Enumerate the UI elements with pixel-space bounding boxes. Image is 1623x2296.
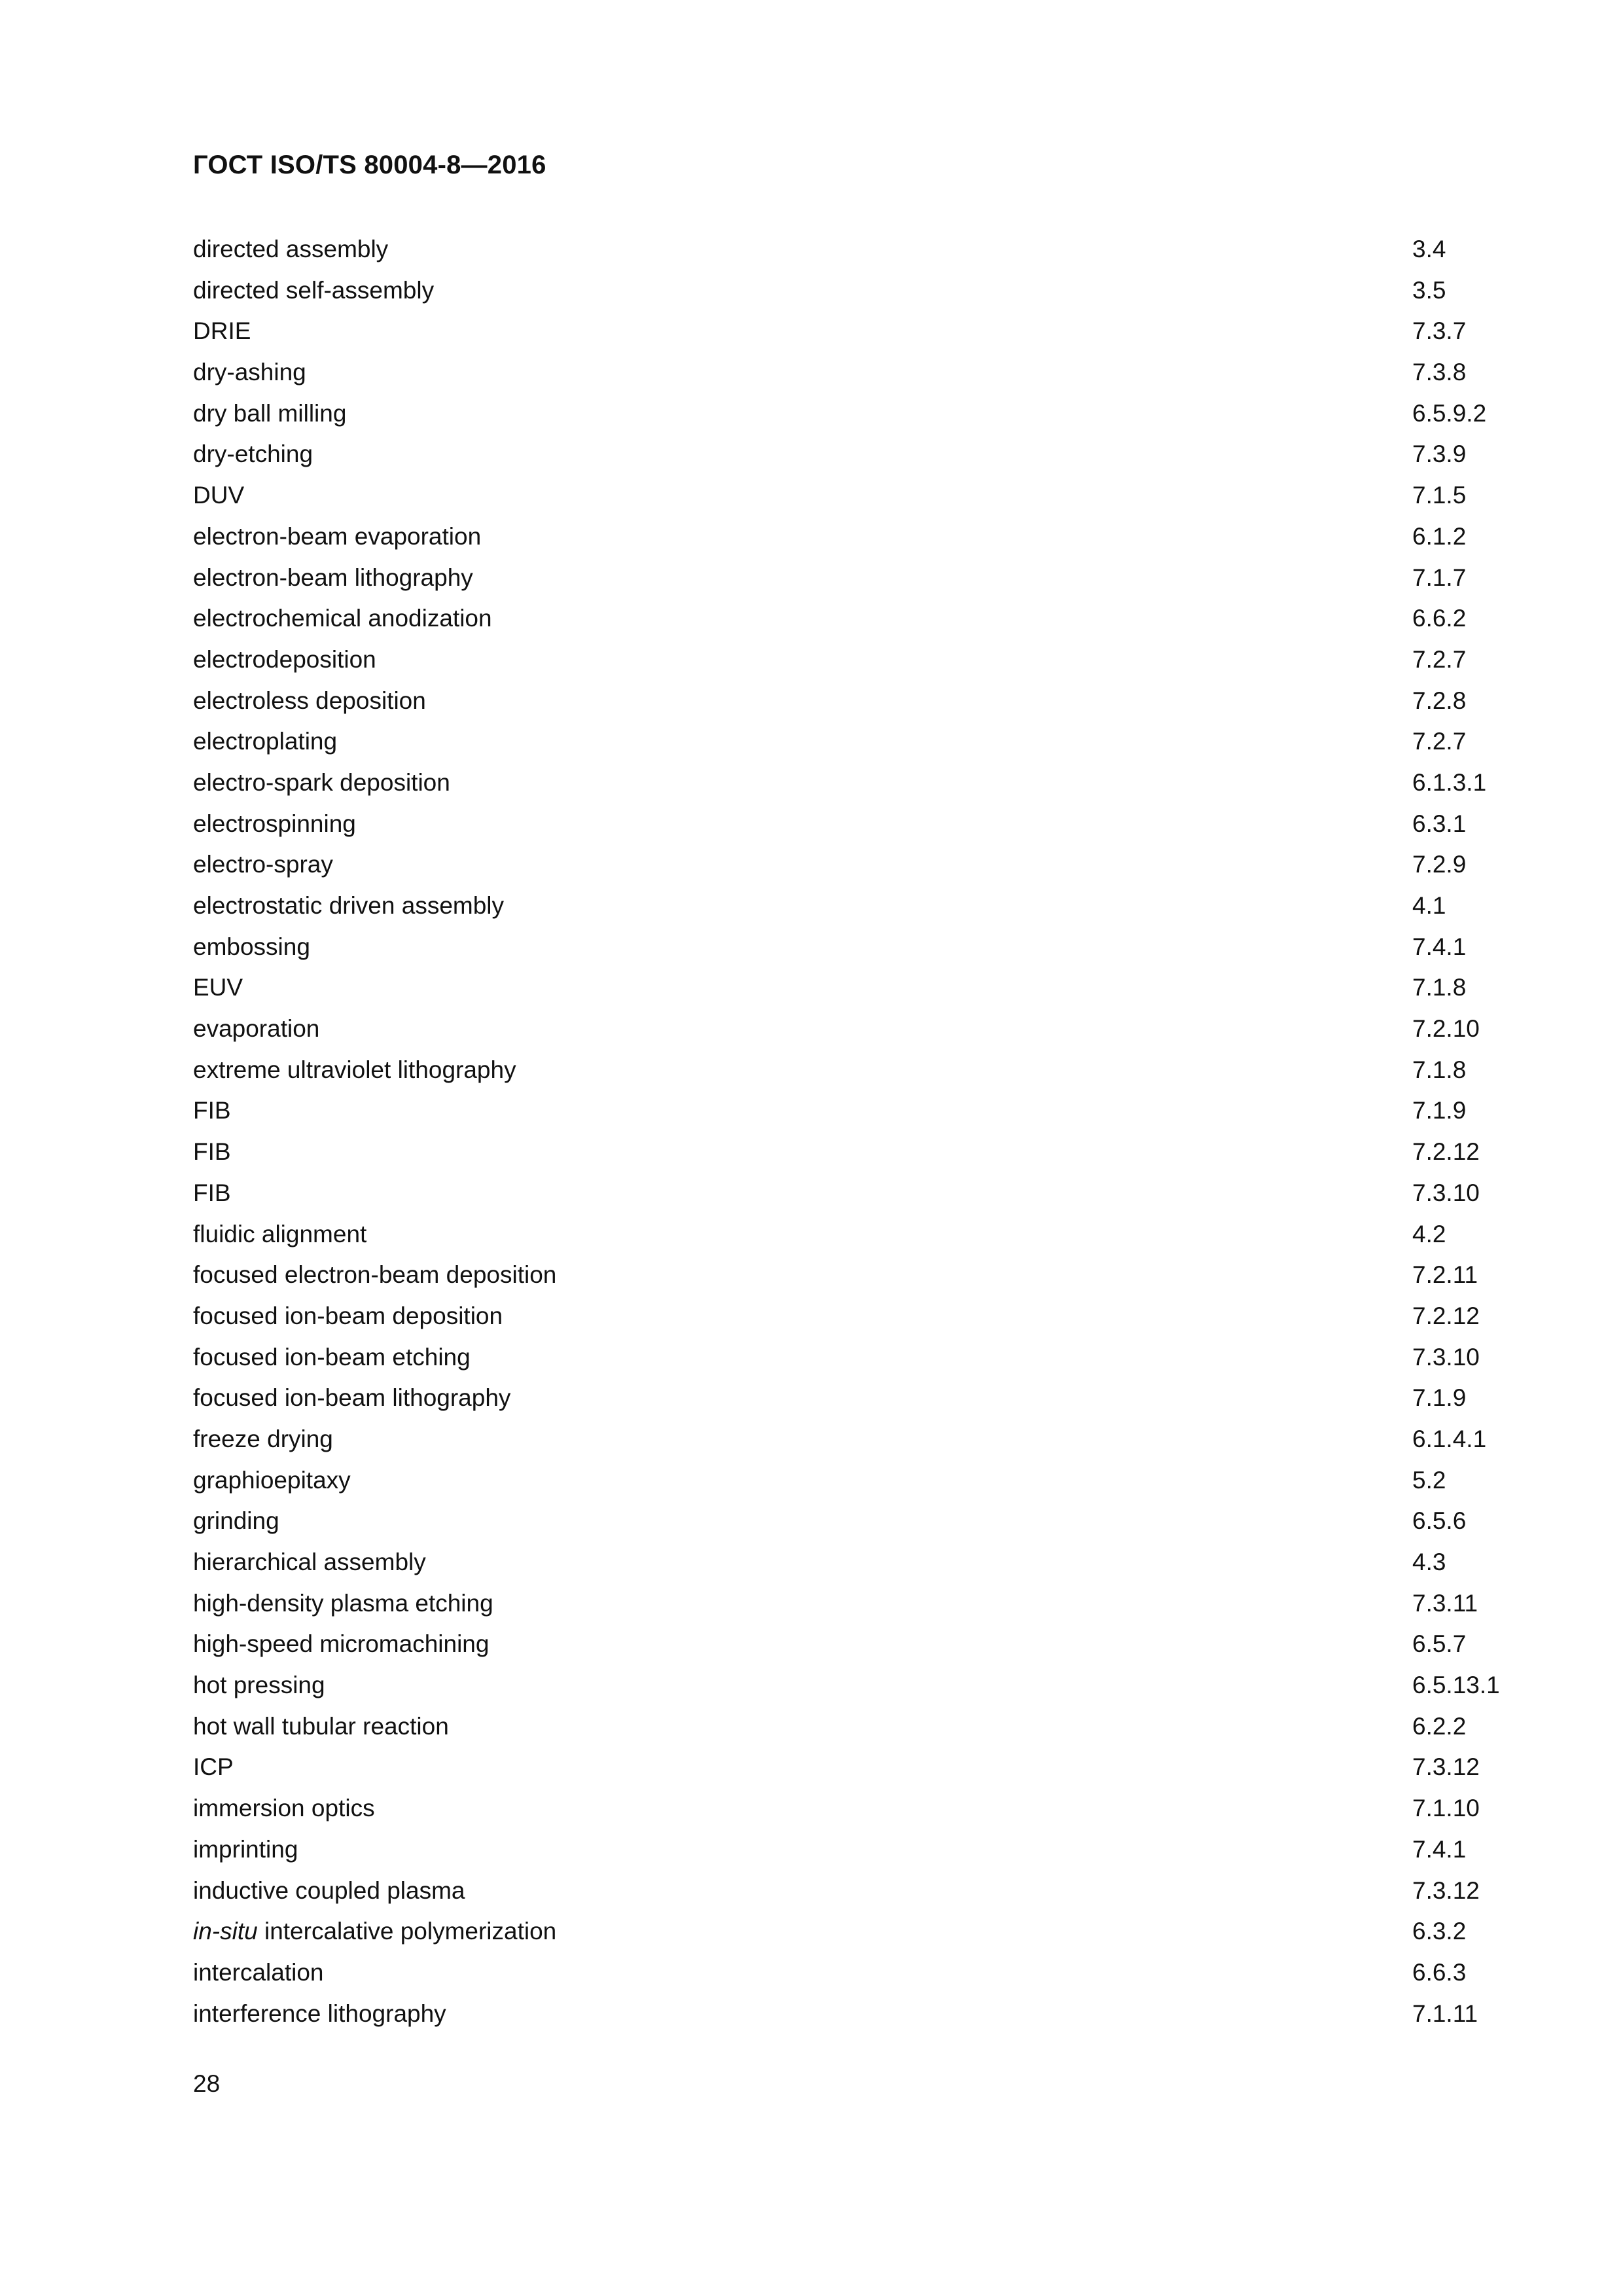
page-number: 28 bbox=[193, 2070, 221, 2097]
index-term: interference lithography bbox=[193, 2000, 446, 2027]
index-reference: 6.5.7 bbox=[1412, 1630, 1467, 1658]
index-term: embossing bbox=[193, 933, 310, 960]
index-entry bbox=[193, 1665, 1502, 1706]
index-entry bbox=[193, 352, 1502, 393]
index-reference: 6.5.9.2 bbox=[1412, 399, 1487, 427]
index-term: immersion optics bbox=[193, 1795, 375, 1822]
index-term: EUV bbox=[193, 974, 243, 1001]
index-reference: 7.3.11 bbox=[1412, 1589, 1478, 1617]
index-entry bbox=[193, 762, 1502, 804]
index-entry bbox=[193, 1132, 1502, 1173]
index-entry bbox=[193, 1624, 1502, 1665]
index-entry bbox=[193, 967, 1502, 1009]
index-entry bbox=[193, 434, 1502, 475]
index-reference: 6.1.3.1 bbox=[1412, 768, 1487, 796]
index-reference: 7.3.10 bbox=[1412, 1179, 1480, 1206]
index-entry bbox=[193, 1952, 1502, 1994]
index-term: fluidic alignment bbox=[193, 1220, 367, 1247]
index-reference: 7.1.9 bbox=[1412, 1097, 1467, 1124]
index-reference: 6.3.2 bbox=[1412, 1918, 1467, 1945]
index-entry bbox=[193, 393, 1502, 435]
index-term: dry ball milling bbox=[193, 399, 347, 427]
index-reference: 7.2.12 bbox=[1412, 1138, 1480, 1166]
index-term: intercalation bbox=[193, 1958, 324, 1986]
index-reference: 7.1.11 bbox=[1412, 2000, 1478, 2027]
index-entry bbox=[193, 639, 1502, 681]
index-entry bbox=[193, 1501, 1502, 1542]
index-term: grinding bbox=[193, 1507, 279, 1535]
alphabetical-index bbox=[193, 229, 1502, 2034]
index-entry bbox=[193, 1090, 1502, 1132]
index-entry bbox=[193, 886, 1502, 927]
index-reference: 4.2 bbox=[1412, 1220, 1446, 1247]
index-term: imprinting bbox=[193, 1835, 298, 1863]
index-reference: 7.3.7 bbox=[1412, 317, 1467, 345]
index-reference: 7.2.9 bbox=[1412, 851, 1467, 878]
index-entry bbox=[193, 1871, 1502, 1912]
index-term bbox=[193, 1911, 556, 1952]
index-term: focused ion-beam deposition bbox=[193, 1302, 503, 1329]
index-entry bbox=[193, 721, 1502, 762]
index-entry bbox=[193, 1788, 1502, 1829]
index-term: focused electron-beam deposition bbox=[193, 1261, 557, 1289]
index-term: graphioepitaxy bbox=[193, 1466, 351, 1494]
index-reference: 6.1.2 bbox=[1412, 522, 1467, 550]
index-entry bbox=[193, 1829, 1502, 1871]
index-term: evaporation bbox=[193, 1015, 320, 1043]
index-entry bbox=[193, 1378, 1502, 1419]
index-term: extreme ultraviolet lithography bbox=[193, 1056, 516, 1083]
index-reference: 7.1.9 bbox=[1412, 1384, 1467, 1412]
index-term: DUV bbox=[193, 482, 245, 509]
index-reference: 7.3.8 bbox=[1412, 359, 1467, 386]
index-term: FIB bbox=[193, 1097, 231, 1124]
index-term-text: intercalative polymerization bbox=[257, 1918, 557, 1945]
index-entry bbox=[193, 1173, 1502, 1214]
index-entry bbox=[193, 804, 1502, 845]
index-term: hot pressing bbox=[193, 1672, 325, 1699]
index-term: electro-spark deposition bbox=[193, 768, 450, 796]
index-term: electroplating bbox=[193, 728, 338, 755]
index-reference: 5.2 bbox=[1412, 1466, 1446, 1494]
index-term: directed assembly bbox=[193, 236, 389, 262]
index-term: inductive coupled plasma bbox=[193, 1876, 465, 1904]
index-entry bbox=[193, 1706, 1502, 1748]
index-reference: 6.3.1 bbox=[1412, 810, 1467, 837]
index-reference: 6.2.2 bbox=[1412, 1712, 1467, 1740]
index-reference: 7.1.7 bbox=[1412, 564, 1467, 591]
index-reference: 7.3.12 bbox=[1412, 1876, 1480, 1904]
index-entry bbox=[193, 1214, 1502, 1255]
index-reference: 7.2.8 bbox=[1412, 687, 1467, 714]
index-entry bbox=[193, 270, 1502, 312]
index-term: ICP bbox=[193, 1753, 234, 1781]
index-reference: 7.1.10 bbox=[1412, 1795, 1480, 1822]
index-reference: 7.3.10 bbox=[1412, 1343, 1480, 1371]
index-term: dry-ashing bbox=[193, 359, 306, 386]
index-term: FIB bbox=[193, 1138, 231, 1166]
index-term: freeze drying bbox=[193, 1425, 333, 1452]
index-term: electro-spray bbox=[193, 851, 333, 878]
index-reference: 7.2.12 bbox=[1412, 1302, 1480, 1329]
index-entry bbox=[193, 1460, 1502, 1501]
index-entry bbox=[193, 681, 1502, 722]
index-reference: 3.4 bbox=[1412, 236, 1446, 262]
index-entry bbox=[193, 1994, 1502, 2035]
index-term: electroless deposition bbox=[193, 687, 426, 714]
index-entry bbox=[193, 1542, 1502, 1583]
index-entry bbox=[193, 1296, 1502, 1337]
index-entry bbox=[193, 1911, 1502, 1952]
index-reference: 6.5.13.1 bbox=[1412, 1672, 1500, 1699]
index-term: DRIE bbox=[193, 317, 251, 345]
index-term: focused ion-beam lithography bbox=[193, 1384, 511, 1412]
index-reference: 7.4.1 bbox=[1412, 933, 1467, 960]
index-reference: 6.5.6 bbox=[1412, 1507, 1467, 1535]
index-reference: 6.6.2 bbox=[1412, 605, 1467, 632]
index-entry bbox=[193, 311, 1502, 352]
index-term: electron-beam evaporation bbox=[193, 522, 482, 550]
index-term: focused ion-beam etching bbox=[193, 1343, 471, 1371]
index-reference: 4.3 bbox=[1412, 1549, 1446, 1575]
index-term: electrostatic driven assembly bbox=[193, 892, 505, 919]
index-entry bbox=[193, 516, 1502, 558]
index-reference: 4.1 bbox=[1412, 892, 1446, 919]
index-term: high-speed micromachining bbox=[193, 1630, 490, 1658]
index-reference: 3.5 bbox=[1412, 276, 1446, 304]
index-reference: 7.2.7 bbox=[1412, 728, 1467, 755]
index-term: FIB bbox=[193, 1179, 231, 1206]
index-reference: 7.3.9 bbox=[1412, 440, 1467, 468]
index-entry bbox=[193, 1419, 1502, 1460]
index-reference: 7.4.1 bbox=[1412, 1835, 1467, 1863]
index-entry bbox=[193, 1009, 1502, 1050]
index-entry bbox=[193, 1337, 1502, 1378]
index-entry bbox=[193, 475, 1502, 516]
index-entry bbox=[193, 1255, 1502, 1296]
index-term: directed self-assembly bbox=[193, 276, 435, 304]
index-reference: 7.2.11 bbox=[1412, 1261, 1478, 1289]
index-term: electrochemical anodization bbox=[193, 605, 492, 632]
index-reference: 7.1.5 bbox=[1412, 482, 1467, 509]
index-term: hot wall tubular reaction bbox=[193, 1712, 449, 1740]
index-entry bbox=[193, 598, 1502, 639]
index-reference: 6.1.4.1 bbox=[1412, 1425, 1487, 1452]
index-term-italic-part: in-situ bbox=[193, 1918, 258, 1945]
document-header: ГОСТ ISO/TS 80004-8—2016 bbox=[193, 151, 546, 179]
index-reference: 7.1.8 bbox=[1412, 974, 1467, 1001]
index-term: high-density plasma etching bbox=[193, 1589, 493, 1617]
index-term: dry-etching bbox=[193, 440, 313, 468]
index-reference: 7.2.10 bbox=[1412, 1015, 1480, 1043]
index-entry bbox=[193, 1050, 1502, 1091]
index-term: hierarchical assembly bbox=[193, 1549, 426, 1575]
index-reference: 7.3.12 bbox=[1412, 1753, 1480, 1781]
index-reference: 6.6.3 bbox=[1412, 1958, 1467, 1986]
index-term: electrodeposition bbox=[193, 645, 376, 673]
index-entry bbox=[193, 1747, 1502, 1788]
index-entry bbox=[193, 229, 1502, 270]
index-reference: 7.1.8 bbox=[1412, 1056, 1467, 1083]
index-term: electrospinning bbox=[193, 810, 356, 837]
index-entry bbox=[193, 927, 1502, 968]
index-reference: 7.2.7 bbox=[1412, 645, 1467, 673]
index-entry bbox=[193, 844, 1502, 886]
index-entry bbox=[193, 558, 1502, 599]
index-entry bbox=[193, 1583, 1502, 1624]
index-term: electron-beam lithography bbox=[193, 564, 473, 591]
